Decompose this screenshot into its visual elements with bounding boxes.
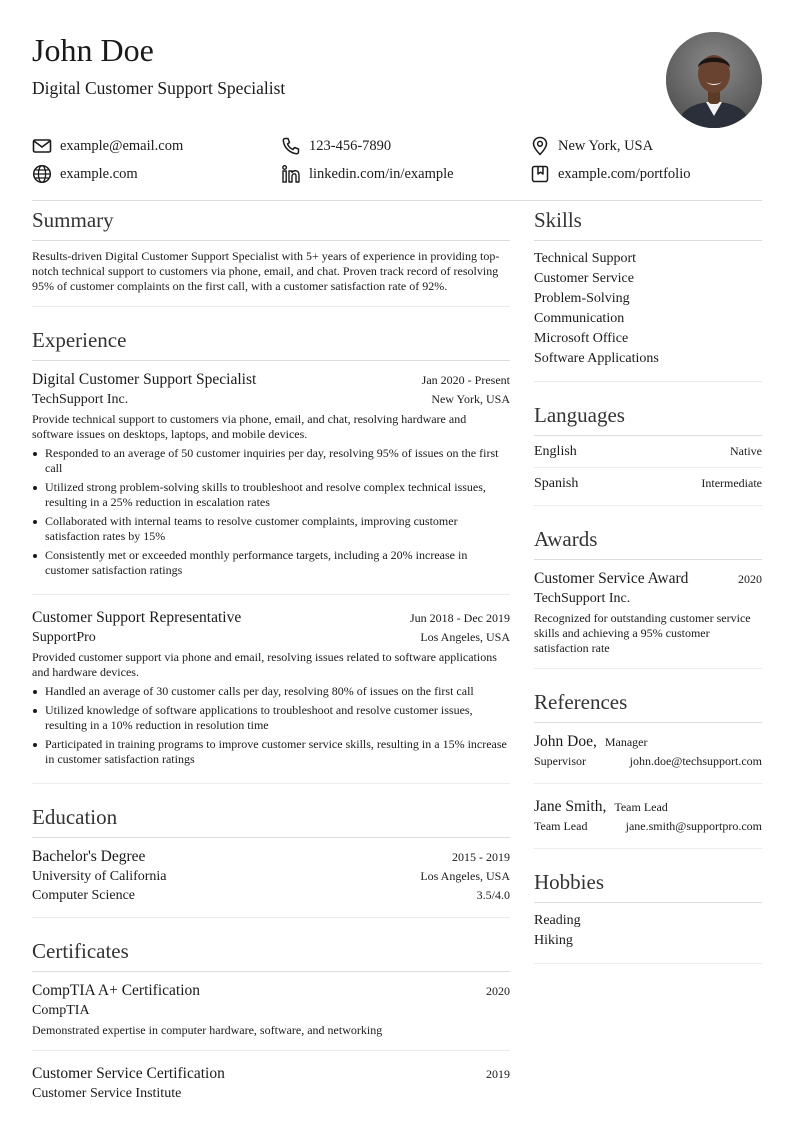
certificate-name: CompTIA A+ Certification [32, 982, 201, 999]
profile-photo [666, 32, 762, 128]
linkedin-text: linkedin.com/in/example [309, 165, 454, 182]
summary-text: Results-driven Digital Customer Support Specialist with 5+ years of experience in providing top-notch technical support to customers via phone, email, and chat. Proven track record of resolving 95% of customer complaints on the first call, with a customer satisfaction rate of 92%. [32, 249, 500, 293]
job-bullets [32, 446, 510, 578]
job-bullets [32, 684, 510, 767]
list-item: Collaborated with internal teams to resolve customer complaints, improving customer satisfaction rates by 15% [32, 514, 510, 544]
awards-section [534, 526, 762, 669]
left-column [32, 207, 510, 1123]
experience-section [32, 327, 510, 784]
hobbies-section [534, 869, 762, 964]
languages-section [534, 402, 762, 506]
job-dates: Jan 2020 - Present [421, 373, 510, 387]
reference-relation: Team Lead [534, 819, 588, 833]
reference-role: Manager [604, 735, 648, 749]
job-dates: Jun 2018 - Dec 2019 [410, 611, 510, 625]
job-description: Provide technical support to customers via phone, email, and chat, resolving hardware and software issues on desktops, laptops, and mobile devices. [32, 412, 467, 441]
list-item: Consistently met or exceeded monthly performance targets, including a 20% increase in customer satisfaction ratings [32, 548, 510, 578]
degree: Bachelor's Degree [32, 848, 146, 865]
skill-item: Software Applications [534, 351, 659, 366]
certificate-year: 2020 [486, 984, 510, 998]
field-of-study: Computer Science [32, 888, 136, 903]
school-location: Los Angeles, USA [420, 869, 510, 883]
job-description: Provided customer support via phone and email, resolving issues related to software applications and hardware devices. [32, 650, 497, 679]
references-heading: References [534, 689, 762, 723]
candidate-title: Digital Customer Support Specialist [32, 78, 286, 98]
language-item [534, 468, 762, 506]
reference-name: John Doe, [534, 733, 597, 750]
education-heading: Education [32, 804, 510, 838]
reference-name: Jane Smith, [534, 798, 607, 815]
job-location: Los Angeles, USA [420, 630, 510, 644]
award-description: Recognized for outstanding customer service skills and achieving a 95% customer satisfaction rate [534, 611, 751, 655]
list-item: Responded to an average of 50 customer inquiries per day, resolving 95% of issues on the first call [32, 446, 510, 476]
experience-item [32, 595, 510, 784]
email-text: example@email.com [60, 137, 184, 154]
skills-section [534, 207, 762, 382]
skills-block [534, 241, 762, 382]
education-dates: 2015 - 2019 [452, 850, 510, 864]
phone-icon [281, 136, 301, 156]
award-name: Customer Service Award [534, 570, 689, 587]
certificate-year: 2019 [486, 1067, 510, 1081]
award-issuer: TechSupport Inc. [534, 591, 631, 606]
skill-item: Communication [534, 311, 625, 326]
certificate-issuer: CompTIA [32, 1003, 90, 1018]
languages-heading: Languages [534, 402, 762, 436]
contact-phone[interactable] [281, 135, 391, 157]
reference-relation: Supervisor [534, 754, 586, 768]
hobby-item: Reading [534, 913, 581, 928]
award-year: 2020 [738, 572, 762, 586]
summary-block [32, 241, 510, 307]
reference-item [534, 784, 762, 849]
linkedin-icon [281, 164, 301, 184]
certificate-name: Customer Service Certification [32, 1065, 225, 1082]
job-role: Digital Customer Support Specialist [32, 371, 257, 388]
language-name: Spanish [534, 476, 579, 491]
skill-item: Microsoft Office [534, 331, 629, 346]
certificate-item [32, 1051, 510, 1115]
job-company: TechSupport Inc. [32, 392, 129, 407]
certificate-item [32, 972, 510, 1051]
language-item [534, 436, 762, 468]
award-item [534, 560, 762, 669]
location-pin-icon [530, 136, 550, 156]
certificates-heading: Certificates [32, 938, 510, 972]
awards-heading: Awards [534, 526, 762, 560]
right-column [534, 207, 762, 984]
experience-heading: Experience [32, 327, 510, 361]
contact-portfolio[interactable] [530, 163, 690, 185]
job-location: New York, USA [431, 392, 510, 406]
language-level: Intermediate [701, 476, 762, 490]
header-divider [32, 200, 762, 201]
job-company: SupportPro [32, 630, 96, 645]
hobbies-heading: Hobbies [534, 869, 762, 903]
summary-section [32, 207, 510, 307]
avatar [666, 32, 762, 128]
bookmark-icon [530, 164, 550, 184]
language-level: Native [730, 444, 762, 458]
contact-email[interactable] [32, 135, 183, 157]
portfolio-text: example.com/portfolio [558, 165, 691, 182]
education-section [32, 804, 510, 918]
list-item: Participated in training programs to improve customer service skills, resulting in a 15% increase in customer satisfaction ratings [32, 737, 510, 767]
skill-item: Technical Support [534, 251, 637, 266]
hobby-item: Hiking [534, 933, 573, 948]
list-item: Handled an average of 30 customer calls per day, resolving 80% of issues on the first call [32, 684, 510, 699]
experience-item [32, 361, 510, 595]
references-section [534, 689, 762, 849]
mail-icon [32, 136, 52, 156]
skills-heading: Skills [534, 207, 762, 241]
certificate-description: Demonstrated expertise in computer hardware, software, and networking [32, 1023, 383, 1037]
gpa: 3.5/4.0 [476, 888, 510, 902]
globe-icon [32, 164, 52, 184]
reference-role: Team Lead [614, 800, 668, 814]
hobbies-block [534, 903, 762, 964]
contact-linkedin[interactable] [281, 163, 454, 185]
education-item [32, 838, 510, 918]
certificate-issuer: Customer Service Institute [32, 1086, 182, 1101]
list-item: Utilized knowledge of software applications to troubleshoot and resolve customer issues, resulting in a 10% reduction in resolution time [32, 703, 510, 733]
skill-item: Customer Service [534, 271, 634, 286]
contact-website[interactable] [32, 163, 138, 185]
certificates-section [32, 938, 510, 1115]
list-item: Utilized strong problem-solving skills to troubleshoot and resolve complex technical issues, resulting in a 25% reduction in escalation rates [32, 480, 510, 510]
website-text: example.com [60, 165, 138, 182]
phone-text: 123-456-7890 [309, 137, 392, 154]
reference-email[interactable]: jane.smith@supportpro.com [625, 819, 762, 833]
reference-email[interactable]: john.doe@techsupport.com [629, 754, 762, 768]
contact-location [530, 135, 653, 157]
school: University of California [32, 869, 167, 884]
candidate-name: John Doe [32, 32, 154, 68]
location-text: New York, USA [558, 137, 654, 154]
summary-heading: Summary [32, 207, 510, 241]
skill-item: Problem-Solving [534, 291, 630, 306]
reference-item [534, 723, 762, 784]
job-role: Customer Support Representative [32, 609, 242, 626]
language-name: English [534, 444, 577, 459]
